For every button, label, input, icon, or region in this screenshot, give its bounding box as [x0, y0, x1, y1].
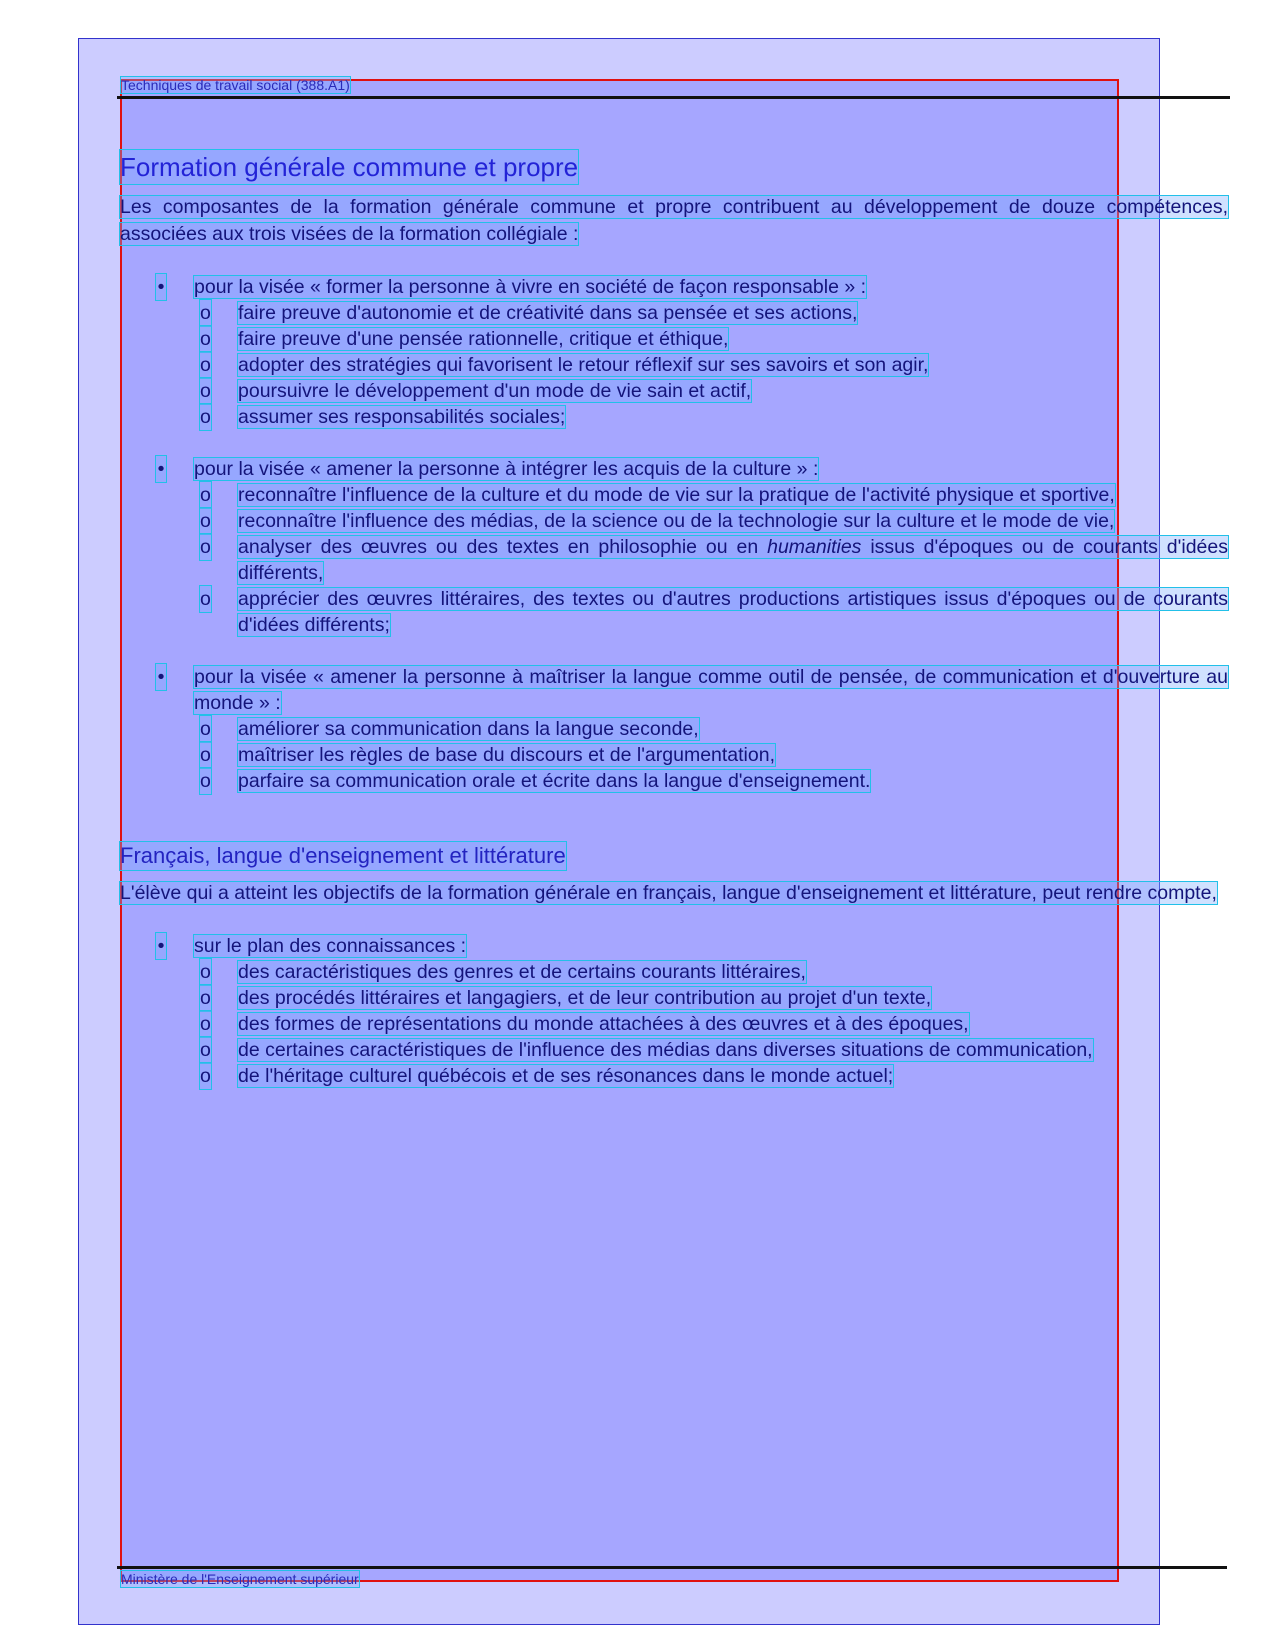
connaissances-list [120, 933, 1228, 1089]
plan-label: sur le plan des connaissances : [194, 935, 467, 957]
sub-bullet-icon: o [200, 744, 211, 766]
plan-item [120, 933, 1228, 1089]
competence-item: o poursuivre le développement d'un mode de vie sain et actif, [200, 380, 752, 402]
list-spacer [120, 430, 1228, 456]
section-intro: Les composantes de la formation générale commune et propre contribuent au développement de douze compétences, associées aux trois visées de la formation collégiale : [120, 196, 1228, 245]
section-title-formation-generale: Formation générale commune et propre [120, 152, 579, 182]
visee-item [120, 456, 1228, 638]
visee-item [120, 274, 1228, 430]
competence-list [194, 482, 1228, 638]
sub-bullet-icon: o [200, 354, 211, 376]
footer-rule [117, 1566, 1227, 1569]
document-body [120, 150, 1228, 1089]
sub-bullet-icon: o [200, 484, 211, 506]
competence-item: o parfaire sa communication orale et écrite dans la langue d'enseignement. [200, 770, 871, 792]
section-title-francais: Français, langue d'enseignement et littérature [120, 843, 566, 868]
sub-bullet-icon: o [200, 1039, 211, 1061]
connaissance-item: o de l'héritage culturel québécois et de ses résonances dans le monde actuel; [200, 1065, 894, 1087]
competence-item: o faire preuve d'autonomie et de créativité dans sa pensée et ses actions, [200, 302, 858, 324]
bullet-icon: • [157, 276, 165, 298]
sub-bullet-icon: o [200, 961, 211, 983]
connaissance-item: o de certaines caractéristiques de l'influence des médias dans diverses situations de communication, [200, 1039, 1093, 1061]
competence-item: o assumer ses responsabilités sociales; [200, 406, 566, 428]
competence-item: o apprécier des œuvres littéraires, des textes ou d'autres productions artistiques issus d'époques ou de courants d'idées différents; [200, 588, 1228, 636]
visee-label: pour la visée « amener la personne à intégrer les acquis de la culture » : [194, 458, 819, 480]
visee-label: pour la visée « amener la personne à maîtriser la langue comme outil de pensée, de communication et d'ouverture au monde » : [194, 666, 1228, 714]
competence-item: o améliorer sa communication dans la langue seconde, [200, 718, 699, 740]
competence-list [194, 300, 1228, 430]
header-rule [117, 96, 1230, 99]
sub-bullet-icon: o [200, 406, 211, 428]
sub-bullet-icon: o [200, 536, 211, 558]
sub-bullet-icon: o [200, 770, 211, 792]
connaissance-item: o des formes de représentations du monde attachées à des œuvres et à des époques, [200, 1013, 969, 1035]
running-header: Techniques de travail social (388.A1) [121, 77, 350, 93]
sub-bullet-icon: o [200, 718, 211, 740]
sub-bullet-icon: o [200, 380, 211, 402]
bullet-icon: • [157, 666, 165, 688]
sub-bullet-icon: o [200, 987, 211, 1009]
sub-bullet-icon: o [200, 510, 211, 532]
visee-item [120, 664, 1228, 794]
sub-bullet-icon: o [200, 328, 211, 350]
competence-item: o reconnaître l'influence de la culture et du mode de vie sur la pratique de l'activité physique et sportive, [200, 484, 1115, 506]
competence-item: o analyser des œuvres ou des textes en philosophie ou en humanities issus d'époques ou de courants d'idées différents, [200, 536, 1228, 584]
visee-label: pour la visée « former la personne à vivre en société de façon responsable » : [194, 276, 867, 298]
bullet-icon: • [157, 458, 165, 480]
connaissance-item: o des caractéristiques des genres et de certains courants littéraires, [200, 961, 806, 983]
sub-bullet-icon: o [200, 588, 211, 610]
visee-list [120, 274, 1228, 794]
competence-list [194, 716, 1228, 794]
section-intro: L'élève qui a atteint les objectifs de la formation générale en français, langue d'enseignement et littérature, peut rendre compte, [120, 882, 1217, 904]
connaissance-list [194, 959, 1228, 1089]
sub-bullet-icon: o [200, 302, 211, 324]
sub-bullet-icon: o [200, 1065, 211, 1087]
competence-item: o faire preuve d'une pensée rationnelle, critique et éthique, [200, 328, 729, 350]
list-spacer [120, 638, 1228, 664]
competence-item: o adopter des stratégies qui favorisent le retour réflexif sur ses savoirs et son agir, [200, 354, 929, 376]
competence-item: o maîtriser les règles de base du discours et de l'argumentation, [200, 744, 776, 766]
competence-item: o reconnaître l'influence des médias, de la science ou de la technologie sur la culture et le mode de vie, [200, 510, 1115, 532]
bullet-icon: • [157, 935, 165, 957]
running-footer: Ministère de l'Enseignement supérieur [121, 1571, 359, 1587]
sub-bullet-icon: o [200, 1013, 211, 1035]
connaissance-item: o des procédés littéraires et langagiers, et de leur contribution au projet d'un texte, [200, 987, 932, 1009]
